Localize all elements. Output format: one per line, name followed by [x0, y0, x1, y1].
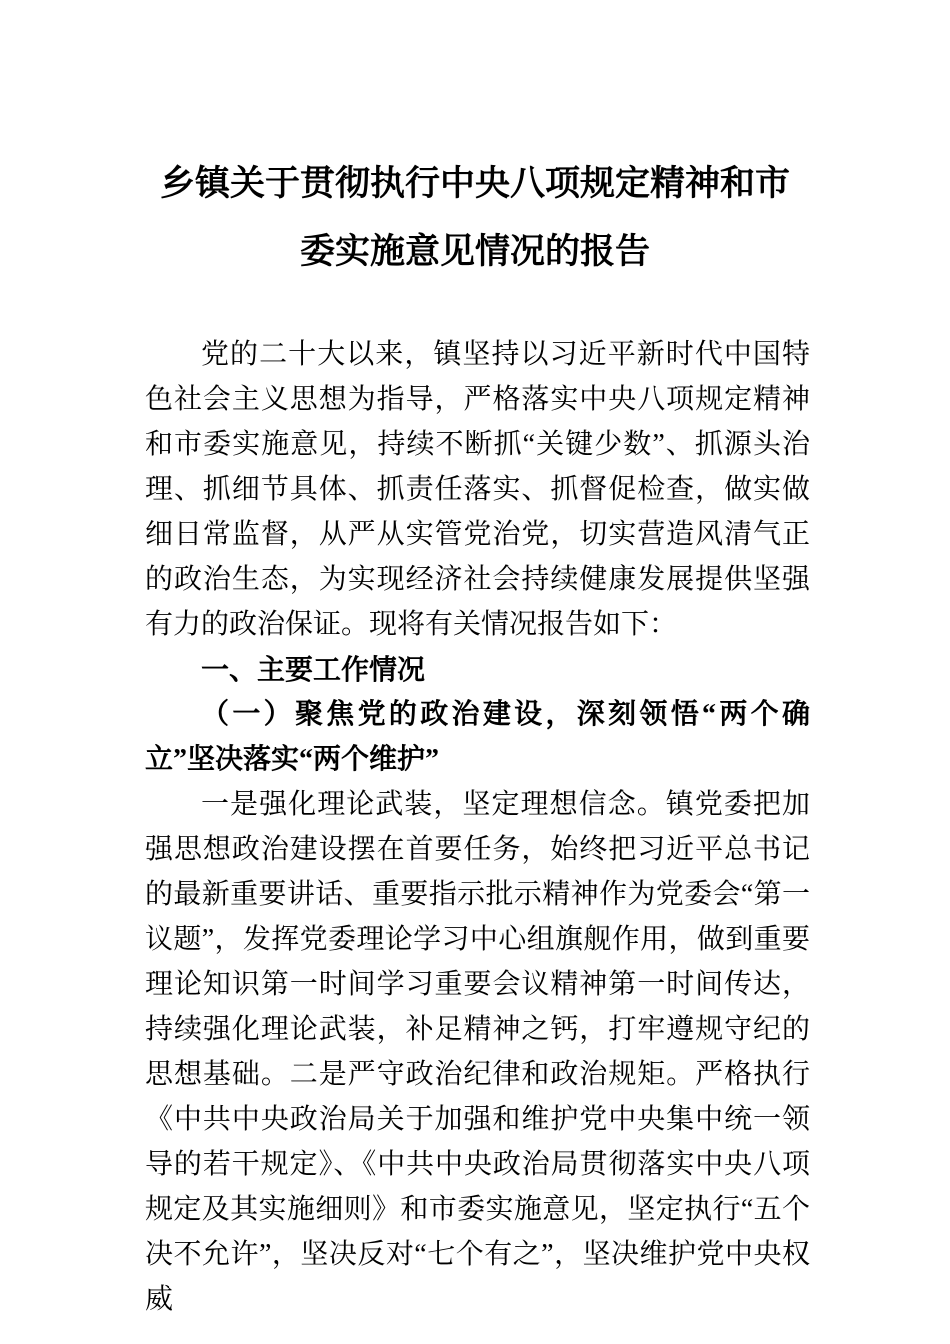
section-1-heading: 一、主要工作情况 [201, 654, 426, 685]
document-title-line2: 委实施意见情况的报告 [299, 232, 650, 271]
intro-paragraph: 党的二十大以来，镇坚持以习近平新时代中国特色社会主义思想为指导，严格落实中央八项规定精神和市委实施意见，持续不断抓“关键少数”、抓源头治理、抓细节具体、抓责任落实、抓督促检查，做实做细日常监督，从严从实管党治党，切实营造风清气正的政治生态，为实现经济社会持续健康发展提供坚强有力的政治保证。现将有关情况报告如下： [145, 339, 810, 640]
document-body [145, 332, 810, 1322]
section-1-subheading: （一）聚焦党的政治建设，深刻领悟“两个确立”坚决落实“两个维护” [145, 699, 810, 775]
document-title [0, 0, 950, 286]
document-title-line1: 乡镇关于贯彻执行中央八项规定精神和市 [159, 164, 790, 203]
section-1-paragraph: 一是强化理论武装，坚定理想信念。镇党委把加强思想政治建设摆在首要任务，始终把习近平总书记的最新重要讲话、重要指示批示精神作为党委会“第一议题”，发挥党委理论学习中心组旗舰作用，做到重要理论知识第一时间学习重要会议精神第一时间传达，持续强化理论武装，补足精神之钙，打牢遵规守纪的思想基础。二是严守政治纪律和政治规矩。严格执行《中共中央政治局关于加强和维护党中央集中统一领导的若干规定》、《中共中央政治局贯彻落实中央八项规定及其实施细则》和市委实施意见，坚定执行“五个决不允许”，坚决反对“七个有之”，坚决维护党中央权威 [145, 789, 810, 1315]
